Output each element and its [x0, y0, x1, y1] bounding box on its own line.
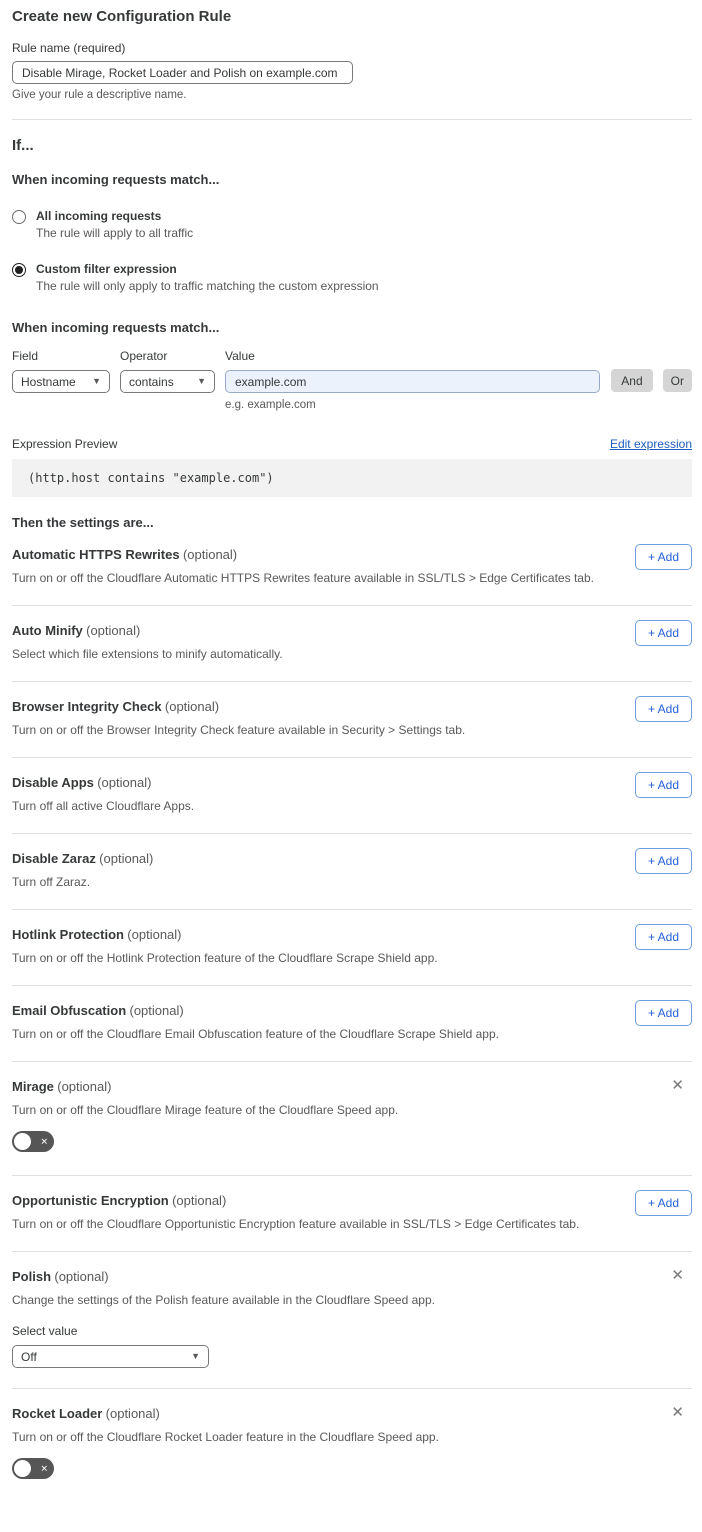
setting-title: Auto Minify [12, 623, 83, 638]
mirage-toggle[interactable] [12, 1131, 54, 1152]
setting-title: Disable Zaraz [12, 851, 96, 866]
operator-label: Operator [120, 349, 168, 363]
rule-name-label: Rule name (required) [12, 41, 126, 55]
setting-title: Disable Apps [12, 775, 94, 790]
expression-builder-row [12, 349, 692, 411]
setting-description: Select which file extensions to minify automatically. [12, 647, 283, 661]
field-label: Field [12, 349, 39, 363]
rocket-loader-toggle[interactable] [12, 1458, 54, 1479]
chevron-down-icon: ▼ [197, 376, 206, 386]
setting-browser-integrity-check [12, 682, 692, 758]
setting-title: Mirage [12, 1079, 54, 1094]
setting-optional-label: (optional) [97, 775, 152, 790]
rule-name-input[interactable] [12, 61, 353, 84]
value-label: Value [225, 349, 255, 363]
builder-heading: When incoming requests match... [12, 320, 220, 335]
setting-description: Turn on or off the Browser Integrity Check feature available in Security > Settings tab. [12, 723, 466, 737]
and-button[interactable]: And [611, 369, 652, 392]
setting-optional-label: (optional) [182, 547, 238, 562]
setting-automatic-https-rewrites [12, 530, 692, 606]
polish-select-value: Off [21, 1349, 37, 1364]
setting-title: Email Obfuscation [12, 1003, 127, 1018]
edit-expression-link[interactable]: Edit expression [609, 437, 692, 451]
toggle-knob [14, 1133, 31, 1150]
setting-disable-zaraz [12, 834, 692, 910]
expression-preview-label: Expression Preview [12, 437, 118, 451]
setting-title: Polish [12, 1269, 52, 1284]
setting-description: Turn on or off the Cloudflare Mirage feature of the Cloudflare Speed app. [12, 1103, 399, 1117]
setting-opportunistic-encryption [12, 1176, 692, 1252]
add-button[interactable]: + Add [635, 772, 692, 798]
setting-description: Turn on or off the Cloudflare Opportunistic Encryption feature available in SSL/TLS > Edge Certificates tab. [12, 1217, 580, 1231]
if-heading: If... [12, 137, 34, 154]
setting-auto-minify [12, 606, 692, 682]
setting-disable-apps [12, 758, 692, 834]
radio-option-custom-filter-expression[interactable] [12, 262, 692, 293]
add-button[interactable]: + Add [635, 1000, 692, 1026]
setting-optional-label: (optional) [105, 1406, 160, 1421]
setting-optional-label: (optional) [57, 1079, 112, 1094]
setting-polish [12, 1252, 692, 1389]
toggle-off-x-icon: ✕ [40, 1136, 48, 1146]
radio-unchecked-icon[interactable] [12, 210, 26, 224]
expression-preview-header [12, 437, 692, 451]
match-heading: When incoming requests match... [12, 172, 220, 187]
add-button[interactable]: + Add [635, 924, 692, 950]
radio-label: Custom filter expression [36, 262, 177, 276]
chevron-down-icon: ▼ [191, 1351, 200, 1361]
close-icon[interactable]: ✕ [671, 1404, 684, 1421]
setting-optional-label: (optional) [129, 1003, 184, 1018]
value-input[interactable] [225, 370, 600, 393]
add-button[interactable]: + Add [635, 848, 692, 874]
toggle-knob [14, 1460, 31, 1477]
setting-title: Browser Integrity Check [12, 699, 162, 714]
add-button[interactable]: + Add [635, 696, 692, 722]
page-title: Create new Configuration Rule [12, 8, 232, 25]
add-button[interactable]: + Add [635, 620, 692, 646]
setting-title: Hotlink Protection [12, 927, 124, 942]
rule-name-group [12, 41, 692, 101]
toggle-off-x-icon: ✕ [40, 1463, 48, 1473]
radio-label: All incoming requests [36, 209, 162, 223]
operator-select-value: contains [129, 374, 174, 389]
field-select-value: Hostname [21, 374, 76, 389]
setting-description: Turn on or off the Cloudflare Automatic HTTPS Rewrites feature available in SSL/TLS > Edge Certificates tab. [12, 571, 594, 585]
divider [12, 119, 692, 120]
chevron-down-icon: ▼ [92, 376, 101, 386]
setting-rocket-loader [12, 1389, 692, 1502]
close-icon[interactable]: ✕ [671, 1267, 684, 1284]
setting-title: Opportunistic Encryption [12, 1193, 169, 1208]
setting-description: Turn on or off the Hotlink Protection feature of the Cloudflare Scrape Shield app. [12, 951, 438, 965]
select-value-label: Select value [12, 1324, 78, 1338]
setting-description: Turn on or off the Cloudflare Rocket Loader feature in the Cloudflare Speed app. [12, 1430, 439, 1444]
or-button[interactable]: Or [663, 369, 692, 392]
setting-optional-label: (optional) [99, 851, 154, 866]
radio-description: The rule will only apply to traffic matching the custom expression [36, 279, 379, 293]
setting-description: Change the settings of the Polish feature available in the Cloudflare Speed app. [12, 1293, 435, 1307]
add-button[interactable]: + Add [635, 544, 692, 570]
close-icon[interactable]: ✕ [671, 1077, 684, 1094]
setting-optional-label: (optional) [54, 1269, 109, 1284]
setting-description: Turn off all active Cloudflare Apps. [12, 799, 195, 813]
setting-optional-label: (optional) [86, 623, 141, 638]
setting-mirage [12, 1062, 692, 1176]
setting-title: Rocket Loader [12, 1406, 103, 1421]
setting-title: Automatic HTTPS Rewrites [12, 547, 180, 562]
setting-optional-label: (optional) [127, 927, 182, 942]
setting-description: Turn on or off the Cloudflare Email Obfuscation feature of the Cloudflare Scrape Shield app. [12, 1027, 499, 1041]
add-button[interactable]: + Add [635, 1190, 692, 1216]
setting-email-obfuscation [12, 986, 692, 1062]
setting-hotlink-protection [12, 910, 692, 986]
setting-optional-label: (optional) [164, 699, 220, 714]
polish-value-select[interactable] [12, 1345, 209, 1368]
radio-checked-icon[interactable] [12, 263, 26, 277]
radio-description: The rule will apply to all traffic [36, 226, 194, 240]
expression-preview-code: (http.host contains "example.com") [12, 459, 692, 497]
field-select[interactable] [12, 370, 110, 393]
then-settings-heading: Then the settings are... [12, 515, 154, 530]
radio-option-all-incoming-requests[interactable] [12, 209, 692, 240]
setting-description: Turn off Zaraz. [12, 875, 91, 889]
operator-select[interactable] [120, 370, 215, 393]
rule-name-help: Give your rule a descriptive name. [12, 89, 187, 101]
value-hint: e.g. example.com [225, 399, 316, 411]
setting-optional-label: (optional) [172, 1193, 227, 1208]
